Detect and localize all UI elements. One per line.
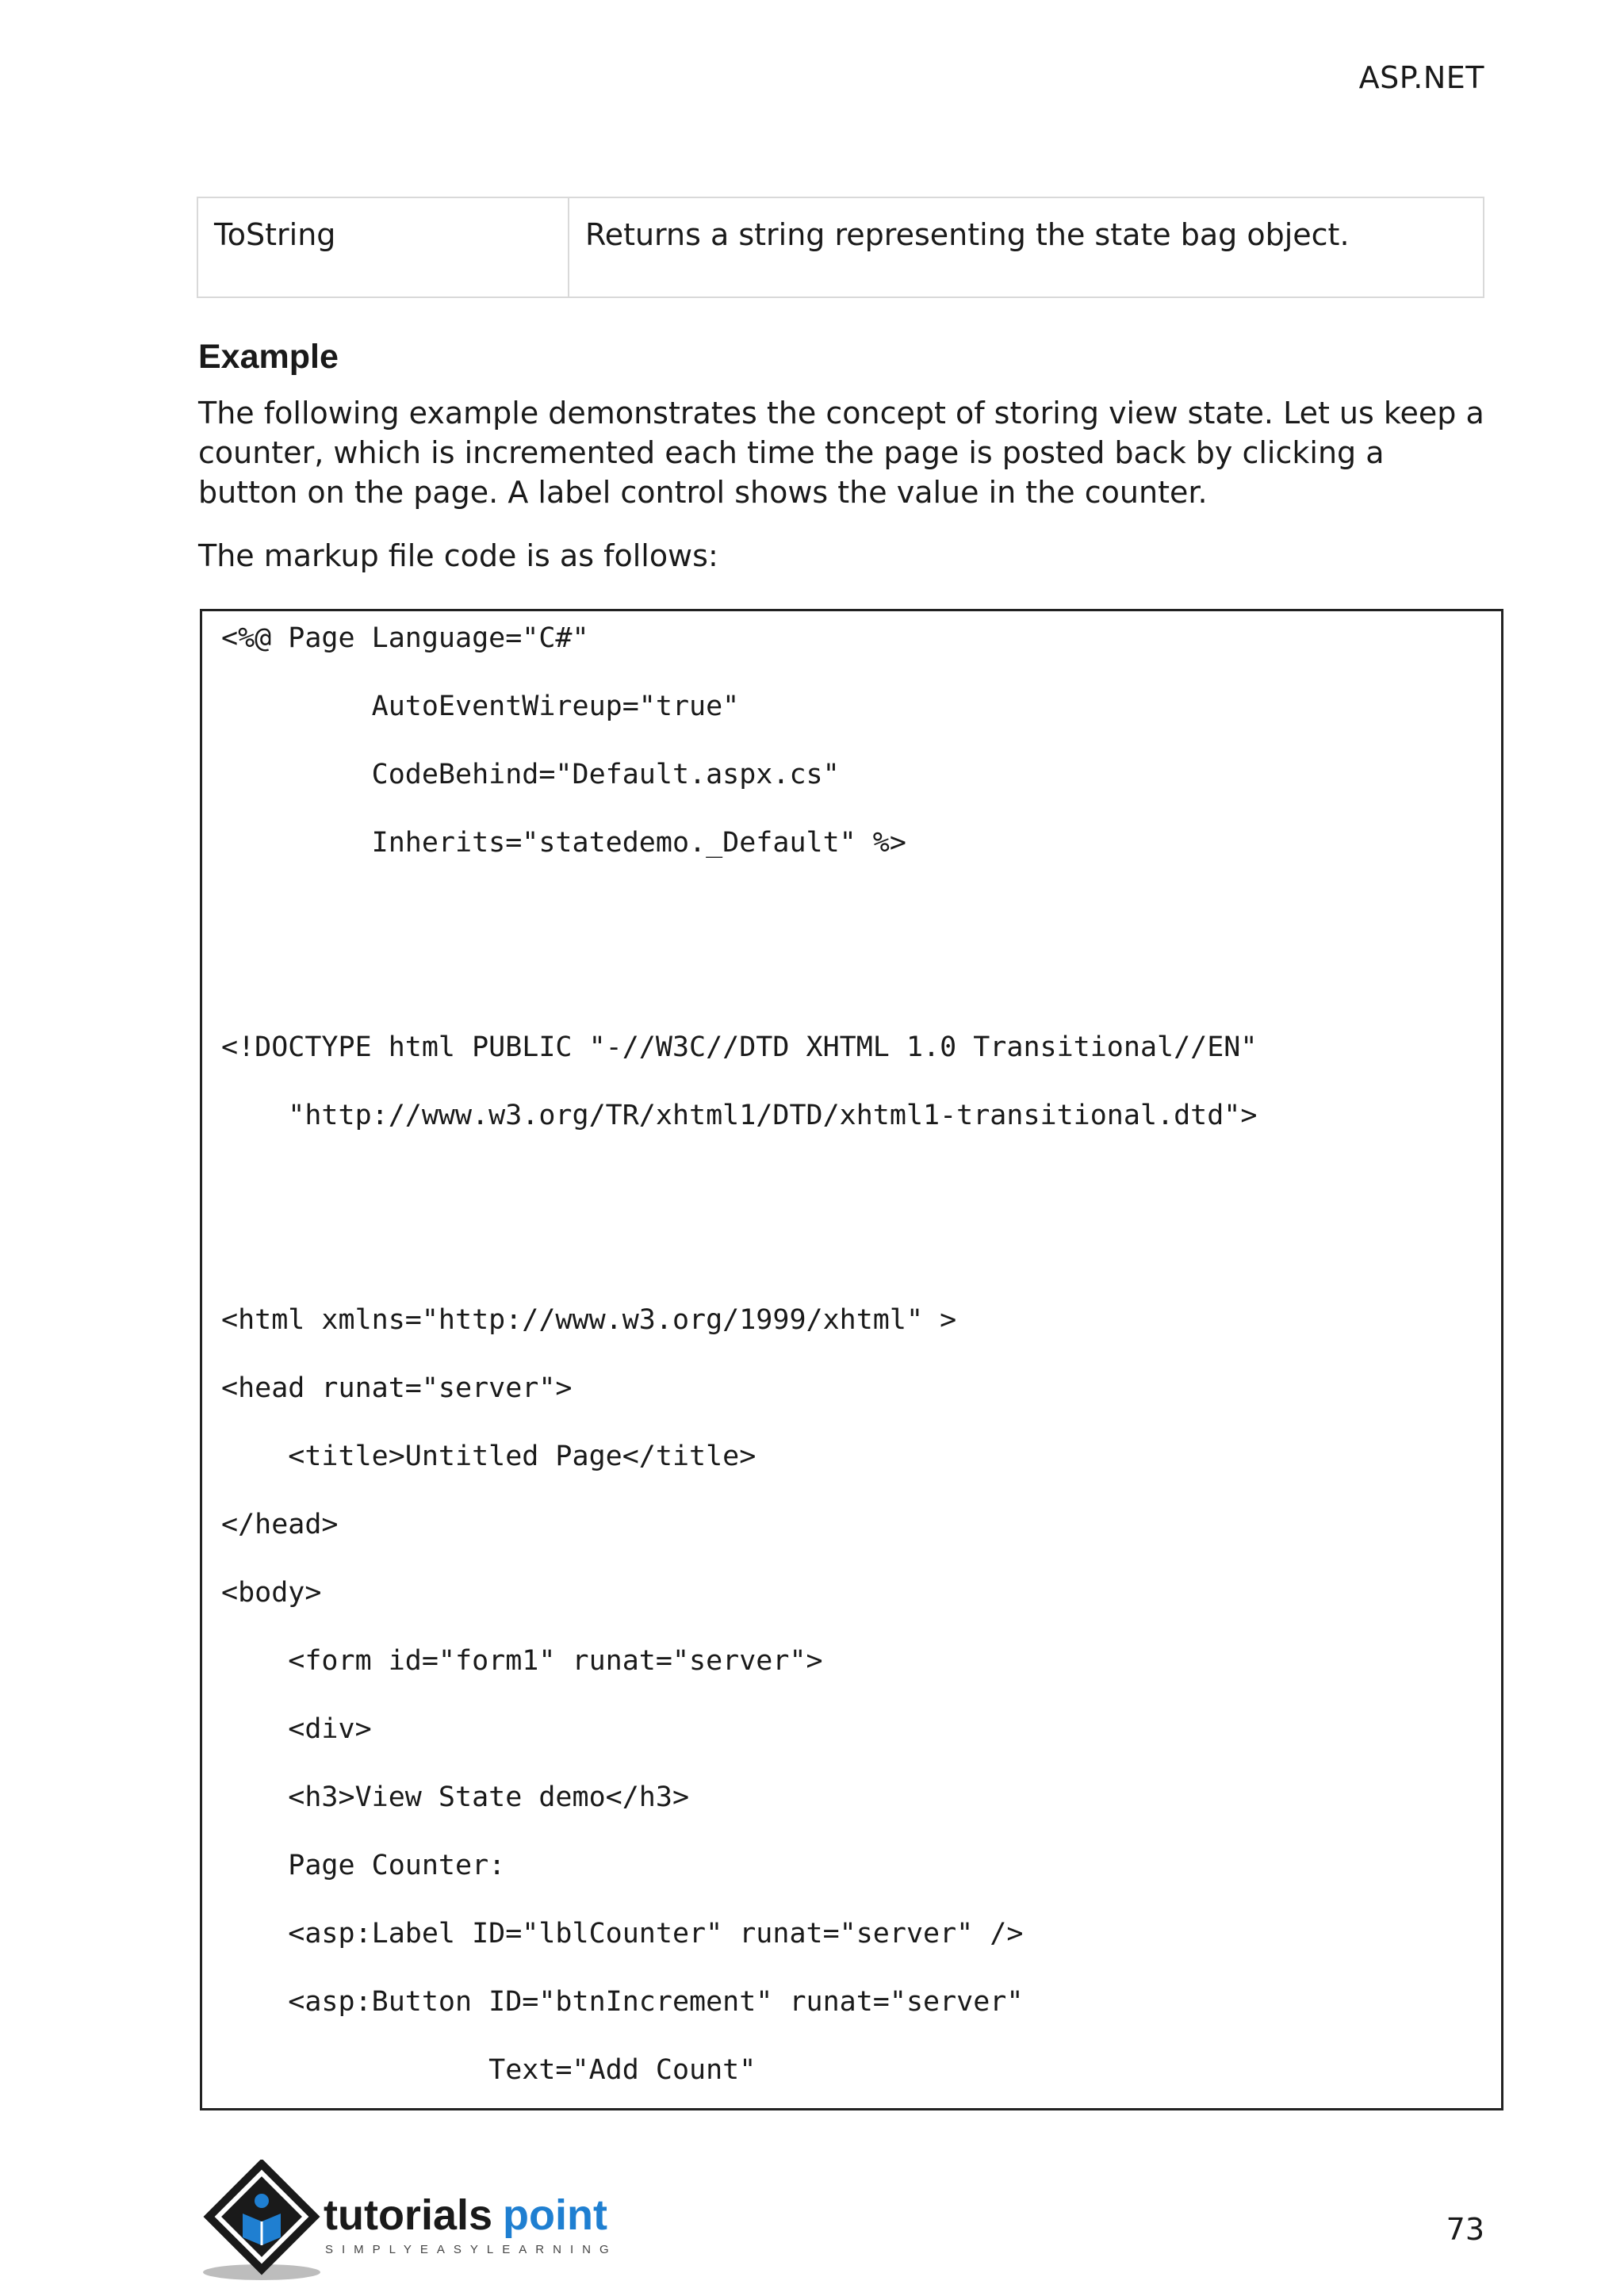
logo-wordmark-accent: point <box>503 2191 607 2239</box>
code-line: </head> <box>221 1509 339 1540</box>
logo-diamond <box>203 2160 320 2275</box>
code-line: <div> <box>221 1713 372 1745</box>
code-line: "http://www.w3.org/TR/xhtml1/DTD/xhtml1-transitional.dtd"> <box>221 1100 1258 1131</box>
running-header: ASP.NET <box>1358 60 1484 95</box>
code-line: <head runat="server"> <box>221 1372 573 1404</box>
intro-paragraph: The following example demonstrates the concept of storing view state. Let us keep a counter, which is incremented each time the page is posted back by clicking a button on the page. A label control shows the value in the counter. <box>198 396 1484 510</box>
code-line: AutoEventWireup="true" <box>221 691 740 722</box>
code-line: CodeBehind="Default.aspx.cs" <box>221 759 840 790</box>
logo-wordmark-main: tutorials <box>324 2191 493 2239</box>
method-name-cell: ToString <box>198 198 569 297</box>
code-block <box>200 609 1503 2110</box>
code-line: Inherits="statedemo._Default" %> <box>221 827 906 859</box>
code-line: <%@ Page Language="C#" <box>221 622 589 654</box>
tutorialspoint-logo <box>197 2160 625 2286</box>
section-heading: Example <box>198 338 339 376</box>
code-line: <form id="form1" runat="server"> <box>221 1645 823 1677</box>
code-line: <title>Untitled Page</title> <box>221 1441 756 1472</box>
code-line: <body> <box>221 1577 322 1609</box>
code-line: Page Counter: <box>221 1850 506 1881</box>
code-line: <h3>View State demo</h3> <box>221 1781 690 1813</box>
code-line: <asp:Label ID="lblCounter" runat="server" /> <box>221 1918 1024 1950</box>
markup-intro-paragraph: The markup file code is as follows: <box>198 538 718 573</box>
method-description-cell: Returns a string representing the state bag object. <box>585 217 1350 252</box>
page-number: 73 <box>1446 2212 1484 2247</box>
logo-tagline: SIMPLYEASYLEARNING <box>325 2243 618 2256</box>
method-table <box>197 197 1484 298</box>
logo-graphic <box>197 2160 625 2286</box>
code-line: <!DOCTYPE html PUBLIC "-//W3C//DTD XHTML 1.0 Transitional//EN" <box>221 1031 1258 1063</box>
code-line: <asp:Button ID="btnIncrement" runat="server" <box>221 1986 1024 2018</box>
code-line: Text="Add Count" <box>221 2054 756 2086</box>
code-line: <html xmlns="http://www.w3.org/1999/xhtml" > <box>221 1304 957 1336</box>
